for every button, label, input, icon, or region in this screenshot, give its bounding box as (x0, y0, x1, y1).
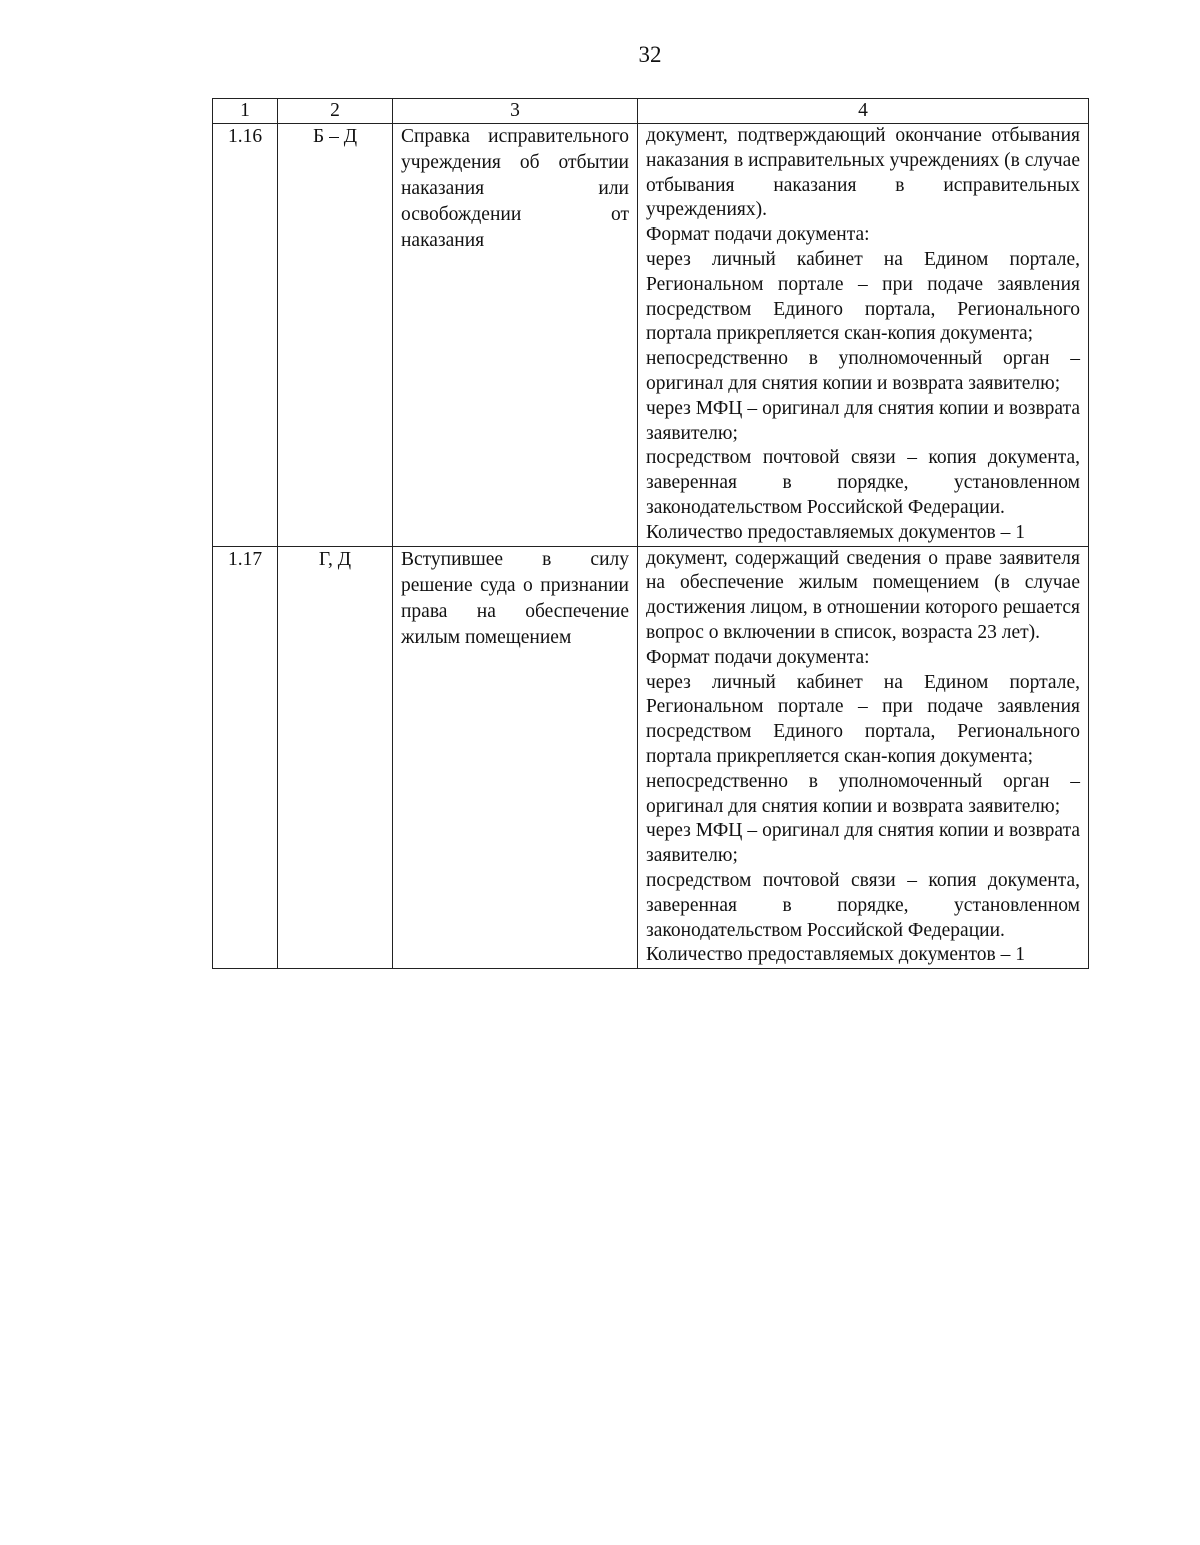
row-document-name: Вступившее в силу решение суда о признании права на обеспечение жилым помещением (393, 546, 638, 969)
description-paragraph: посредством почтовой связи – копия документа, заверенная в порядке, установленном законодательством Российской Федерации. (646, 447, 1080, 518)
column-header-3: 3 (393, 99, 638, 124)
column-header-4: 4 (638, 99, 1089, 124)
description-paragraph: Формат подачи документа: (646, 224, 870, 246)
documents-table (212, 98, 1089, 969)
description-paragraph: непосредственно в уполномоченный орган – оригинал для снятия копии и возврата заявителю; (646, 770, 1080, 817)
description-paragraph: Формат подачи документа: (646, 646, 870, 668)
row-number: 1.16 (213, 124, 278, 547)
row-number: 1.17 (213, 546, 278, 969)
description-paragraph: документ, содержащий сведения о праве заявителя на обеспечение жилым помещением (в случае достижения лицом, в отношении которого решается вопрос о включении в список, возраста 23 лет). (646, 547, 1080, 643)
row-category: Г, Д (278, 546, 393, 969)
description-paragraph: посредством почтовой связи – копия документа, заверенная в порядке, установленном законодательством Российской Федерации. (646, 869, 1080, 941)
description-paragraph: Количество предоставляемых документов – 1 (646, 944, 1025, 966)
table-row (213, 546, 1089, 969)
description-paragraph: через личный кабинет на Едином портале, Региональном портале – при подаче заявления посредством Единого портала, Регионального портала прикрепляется скан-копия документа; (646, 248, 1080, 345)
table-row (213, 124, 1089, 547)
row-category: Б – Д (278, 124, 393, 547)
row-description (638, 124, 1089, 547)
page-number: 32 (638, 42, 662, 67)
description-paragraph: через МФЦ – оригинал для снятия копии и возврата заявителю; (646, 397, 1080, 444)
description-paragraph: непосредственно в уполномоченный орган – оригинал для снятия копии и возврата заявителю; (646, 348, 1080, 394)
description-paragraph: через личный кабинет на Едином портале, Региональном портале – при подаче заявления посредством Единого портала, Регионального портала прикрепляется скан-копия документа; (646, 671, 1080, 767)
table-header-row (213, 99, 1089, 124)
description-paragraph: через МФЦ – оригинал для снятия копии и возврата заявителю; (646, 820, 1080, 867)
column-header-2: 2 (278, 99, 393, 124)
description-paragraph: Количество предоставляемых документов – 1 (646, 521, 1025, 543)
row-document-name: Справка исправительного учреждения об отбытии наказания или освобождении от наказания (393, 124, 638, 547)
description-paragraph: документ, подтверждающий окончание отбывания наказания в исправительных учреждениях (в случае отбывания наказания в исправительных учреждениях). (646, 125, 1080, 221)
column-header-1: 1 (213, 99, 278, 124)
row-description (638, 546, 1089, 969)
